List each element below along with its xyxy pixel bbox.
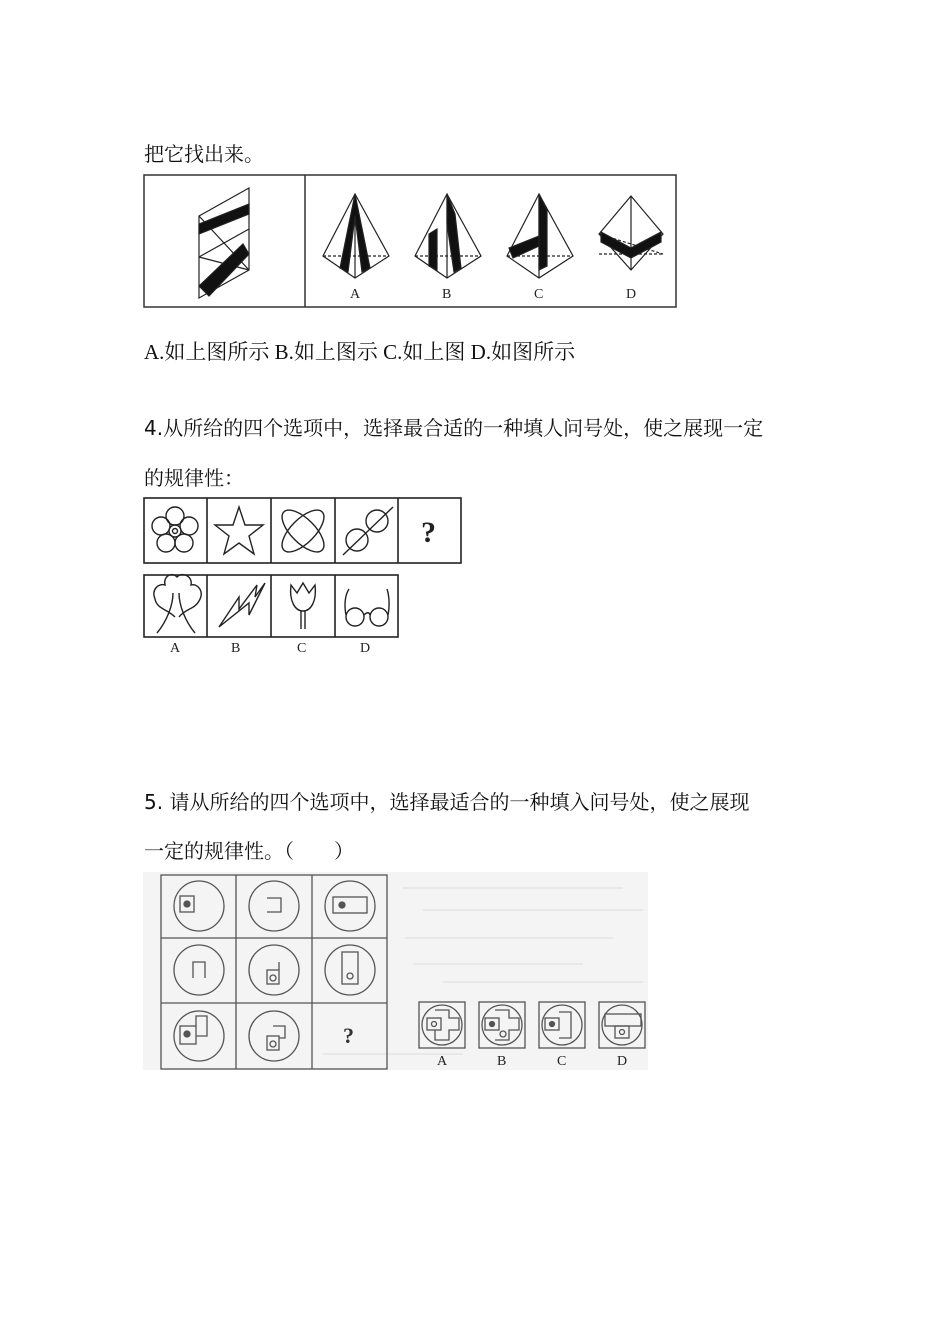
q4-label-a: A (170, 641, 181, 656)
q5-text-line2: 一定的规律性。（ ） (144, 839, 354, 863)
q4-text-line2: 的规律性： (144, 466, 244, 490)
q5-label-a: A (437, 1054, 448, 1069)
tree-icon (154, 575, 201, 633)
lightning-icon (219, 583, 265, 627)
q5-scan-background (143, 872, 648, 1070)
star-icon (215, 507, 263, 554)
tulip-icon (291, 583, 316, 629)
q3-options: A.如上图所示 B.如上图示 C.如上图 D.如图所示 (144, 340, 576, 364)
q5-label-d: D (617, 1054, 628, 1069)
q4-label-d: D (360, 641, 371, 656)
q4-top-row (144, 498, 461, 563)
q5-label-c: C (557, 1054, 567, 1069)
q3-label-b: B (442, 287, 452, 302)
q4-label-c: C (297, 641, 307, 656)
q4-option-row (144, 575, 398, 637)
q3-figure (143, 174, 678, 310)
q4-text-line1: 4.从所给的四个选项中，选择最合适的一种填人问号处，使之展现一定 (144, 416, 764, 440)
q4-figure (143, 497, 465, 657)
q3-text-tail: 把它找出来。 (144, 142, 264, 166)
q5-text-line1: 5. 请从所给的四个选项中，选择最适合的一种填入问号处，使之展现 (144, 790, 750, 814)
q5-label-b: B (497, 1054, 507, 1069)
q3-frame (144, 175, 676, 307)
q4-question-mark: ? (421, 516, 436, 549)
q3-label-c: C (534, 287, 544, 302)
q5-figure (143, 872, 648, 1072)
q3-label-a: A (350, 287, 361, 302)
q4-label-b: B (231, 641, 241, 656)
q5-question-mark: ? (343, 1023, 354, 1048)
q3-label-d: D (626, 287, 637, 302)
flower-icon (152, 507, 198, 552)
crossed-ellipses-icon (275, 503, 330, 558)
linked-rings-icon (343, 507, 393, 555)
glasses-icon (345, 589, 389, 626)
